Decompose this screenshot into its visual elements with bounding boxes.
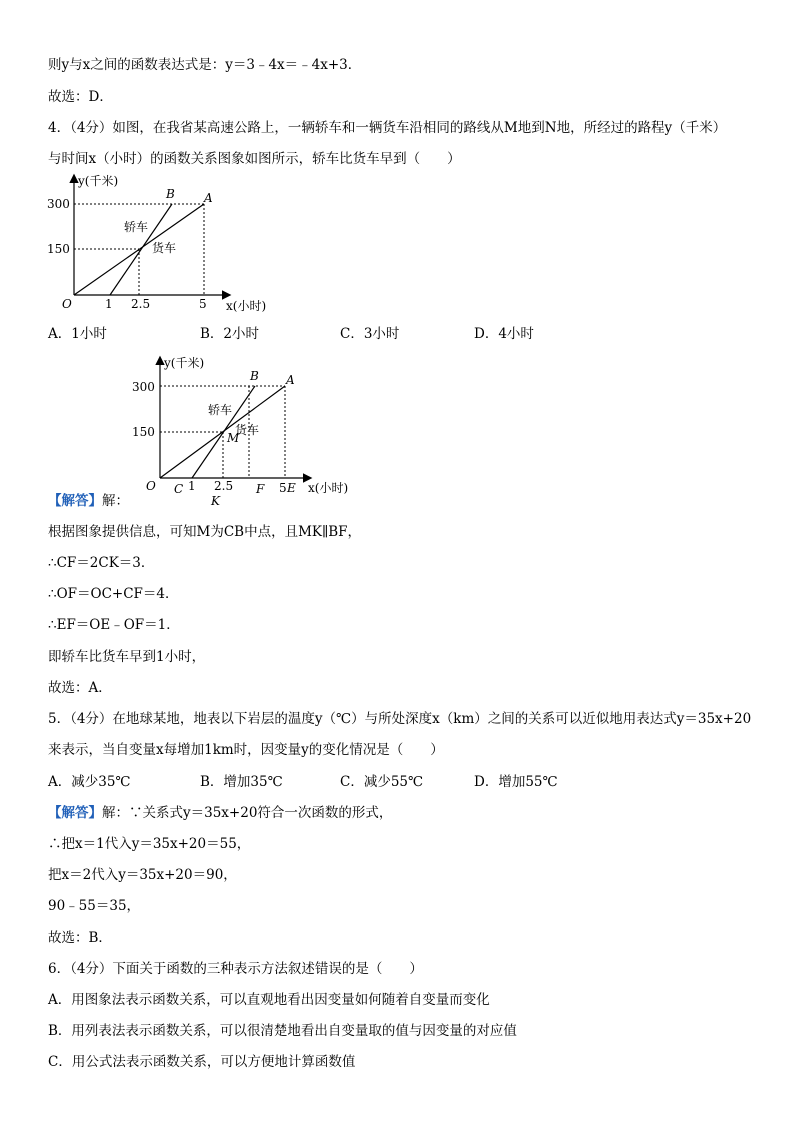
option-c: C．用公式法表示函数关系，可以方便地计算函数值 <box>48 1054 356 1070</box>
origin-label: O <box>146 479 156 493</box>
answer-tag: 【解答】 <box>48 805 102 821</box>
text-line: 即轿车比货车早到1小时， <box>48 649 206 665</box>
answer-heading <box>48 491 129 511</box>
question-6-stem: 6．（4分）下面关于函数的三种表示方法叙述错误的是（ ） <box>48 961 423 977</box>
point-c-label: C <box>174 482 184 496</box>
option-d: D．4小时 <box>474 326 534 342</box>
answer-suffix: 解： <box>102 805 129 821</box>
option-c: C．减少55℃ <box>340 774 424 790</box>
question-4-stem: 4．（4分）如图，在我省某高速公路上，一辆轿车和一辆货车沿相同的路线从M地到N地，所经过的路程y（千米） <box>48 120 727 136</box>
y-tick: 300 <box>47 197 70 211</box>
point-a-label: A <box>286 373 295 387</box>
option-a: A．减少35℃ <box>48 774 131 790</box>
car-label: 轿车 <box>208 403 233 417</box>
car-label: 轿车 <box>124 220 149 234</box>
text-line: ∴OF＝OC+CF＝4． <box>48 586 179 602</box>
text-line: 故选：A． <box>48 680 112 696</box>
text-line: 则y与x之间的函数表达式是：y＝3﹣4x＝﹣4x+3． <box>48 57 362 73</box>
x-tick: 5 <box>199 297 207 311</box>
text-line: 故选：B． <box>48 930 112 946</box>
answer-text: ∵关系式y＝35x+20符合一次函数的形式， <box>129 805 393 821</box>
point-m-label: M <box>227 431 240 445</box>
y-tick: 300 <box>132 380 155 394</box>
x-tick: 2.5 <box>131 297 151 311</box>
text-line: ∴EF＝OE﹣OF＝1． <box>48 617 180 633</box>
question-4-graph <box>44 170 284 315</box>
answer-suffix: 解： <box>102 493 129 509</box>
y-axis-label: y(千米) <box>164 356 205 370</box>
text-line: 把x＝2代入y＝35x+20＝90， <box>48 867 237 883</box>
x-tick: 1 <box>105 297 113 311</box>
question-5-stem: 5．（4分）在地球某地，地表以下岩层的温度y（℃）与所处深度x（km）之间的关系可以近似地用表达式y＝35x+20 <box>48 711 752 727</box>
option-a: A．用图象法表示函数关系，可以直观地看出因变量如何随着自变量而变化 <box>48 992 490 1008</box>
answer-heading <box>48 803 392 823</box>
x-axis-label: x(小时) <box>226 299 267 313</box>
x-tick: 1 <box>188 479 196 493</box>
option-c: C．3小时 <box>340 326 400 342</box>
option-d: D．增加55℃ <box>474 774 558 790</box>
option-a: A．1小时 <box>48 326 107 342</box>
x-axis-label: x(小时) <box>308 481 349 495</box>
point-e-label: E <box>287 481 296 495</box>
y-tick: 150 <box>132 425 155 439</box>
x-tick: 5 <box>279 481 287 495</box>
point-a-label: A <box>204 191 213 205</box>
option-b: B．2小时 <box>200 326 260 342</box>
truck-label: 货车 <box>235 423 260 437</box>
text-line: 根据图象提供信息，可知M为CB中点，且MK∥BF， <box>48 524 362 540</box>
answer-tag: 【解答】 <box>48 493 102 509</box>
point-k-label: K <box>211 494 220 508</box>
point-b-label: B <box>250 369 259 383</box>
text-line: ∴把x＝1代入y＝35x+20＝55， <box>48 836 251 852</box>
option-b: B．用列表法表示函数关系，可以很清楚地看出自变量取的值与因变量的对应值 <box>48 1023 517 1039</box>
point-f-label: F <box>256 482 265 496</box>
question-5-stem-cont: 来表示，当自变量x每增加1km时，因变量y的变化情况是（ ） <box>48 742 444 758</box>
answer-graph <box>128 352 368 512</box>
x-tick: 2.5 <box>214 479 234 493</box>
text-line: ∴CF＝2CK＝3． <box>48 555 155 571</box>
truck-label: 货车 <box>152 241 177 255</box>
point-b-label: B <box>166 187 175 201</box>
text-line: 故选：D． <box>48 89 113 105</box>
y-axis-label: y(千米) <box>78 174 119 188</box>
origin-label: O <box>62 297 72 311</box>
y-tick: 150 <box>47 242 70 256</box>
option-b: B．增加35℃ <box>200 774 283 790</box>
text-line: 90﹣55＝35， <box>48 898 141 914</box>
question-4-stem-cont: 与时间x（小时）的函数关系图象如图所示，轿车比货车早到（ ） <box>48 151 461 167</box>
